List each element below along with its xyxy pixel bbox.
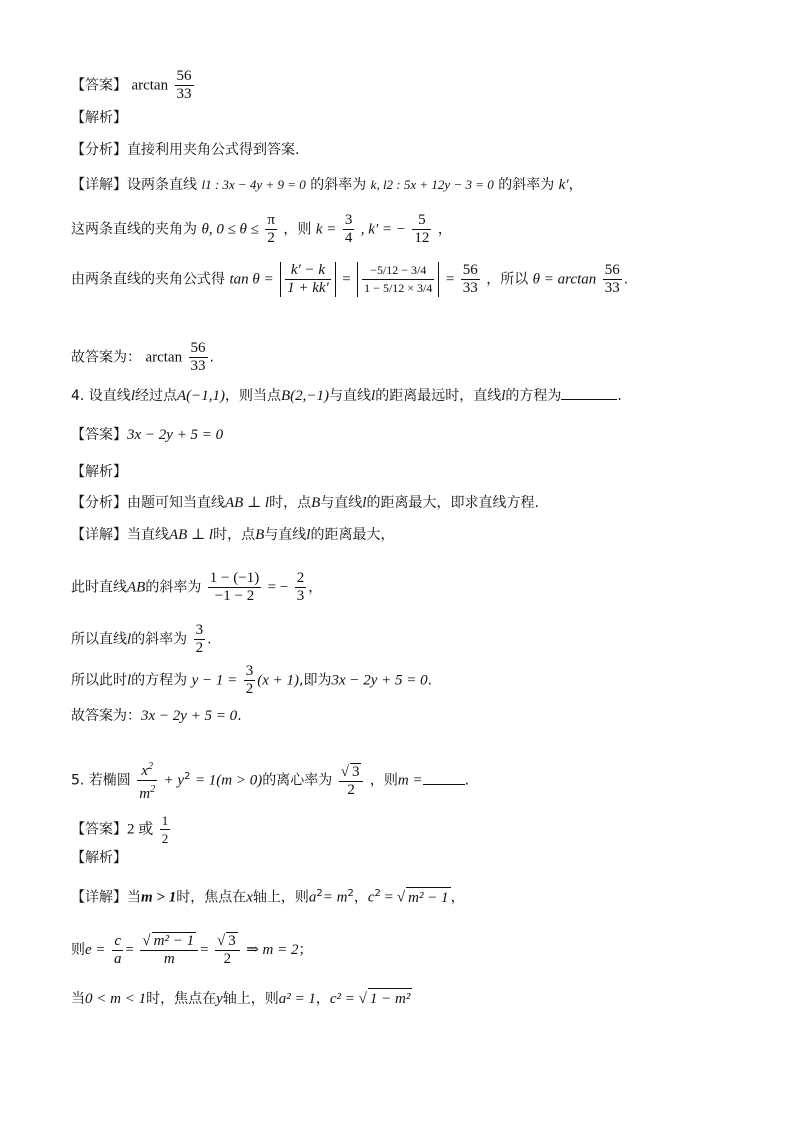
q5-stem: 5. 若椭圆 $\frac{x^2}{m^2}$ + $y^2 = 1(m > 0)$的离心率为 $\frac{√ 3}{2}$ ，则m = . [71, 761, 470, 802]
q4-stem: 4. 设直线l经过点A(−1,1)，则当点B(2,−1)与直线l的距离最远时，直线l的方程为 . [71, 385, 622, 406]
q3-answer: 【答案】 arctan $\frac{56}{33}$ [71, 68, 192, 102]
q5-analysis-tag: 【解析】 [71, 850, 127, 866]
q4-slope: 此时直线AB的斜率为 $\frac{1 - (-1)}{-1 - 2}$ = − $\frac{2}{3}$ ， [71, 570, 323, 604]
q4-l-slope: 所以直线l的斜率为 $\frac{3}{2}$ . [71, 622, 212, 656]
q3-detail-3: 由两条直线的夹角公式得 tan θ = $\frac{k' - k}{1 + kk'}$ = $\frac{-5/12 - 3/4}{1 - 5/12 \times 3/4}$ = $\frac{56}{33}$ ，所以 θ = arctan $\frac{56}{33}$ . [71, 262, 629, 296]
q3-detail-1: 【详解】设两条直线 l1 : 3x − 4y + 9 = 0 的斜率为 k, l2 : 5x + 12y − 3 = 0 的斜率为 k′， [71, 177, 583, 193]
q5-detail-1: 【详解】当m > 1时，焦点在x轴上，则$a^2= m^2$，$c^2$ = √ m² − 1 ， [71, 888, 465, 906]
q4-equation: 所以此时l的方程为 y − 1 = $\frac{3}{2}$ (x + 1),即为3x − 2y + 5 = 0. [71, 663, 433, 697]
q3-analysis-tag: 【解析】 [71, 110, 127, 126]
q5-detail-3: 当0 < m < 1时，焦点在y轴上，则a² = 1，c² = √ 1 − m² [71, 988, 412, 1009]
answer-blank[interactable] [423, 770, 465, 785]
q4-analysis-tag: 【解析】 [71, 464, 127, 480]
answer-blank[interactable] [561, 385, 617, 400]
q4-detail: 【详解】当直线AB ⊥ l时，点B与直线l的距离最大， [71, 527, 395, 543]
q4-answer: 【答案】3x − 2y + 5 = 0 [71, 427, 224, 443]
q5-answer: 【答案】2 或 $\frac{1}{2}$ [71, 813, 169, 846]
q4-final: 故答案为：3x − 2y + 5 = 0. [71, 708, 242, 724]
q3-detail-2: 这两条直线的夹角为 θ, 0 ≤ θ ≤ $\frac{\pi}{2}$ ，则 k = $\frac{3}{4}$ , k′ = − $\frac{5}{12}$ ， [71, 212, 452, 246]
q5-detail-2: 则e = $\frac{c}{a}$ = $\frac{\text{√ m² − 1}}{m}$ = $\frac{√ 3}{2}$ ⇒ m = 2； [71, 932, 313, 967]
q4-fenxi: 【分析】由题可知当直线AB ⊥ l时，点B与直线l的距离最大，即求直线方程. [71, 495, 539, 511]
q3-fenxi: 【分析】直接利用夹角公式得到答案. [71, 142, 300, 158]
q3-final: 故答案为： arctan $\frac{56}{33}$ . [71, 340, 214, 374]
